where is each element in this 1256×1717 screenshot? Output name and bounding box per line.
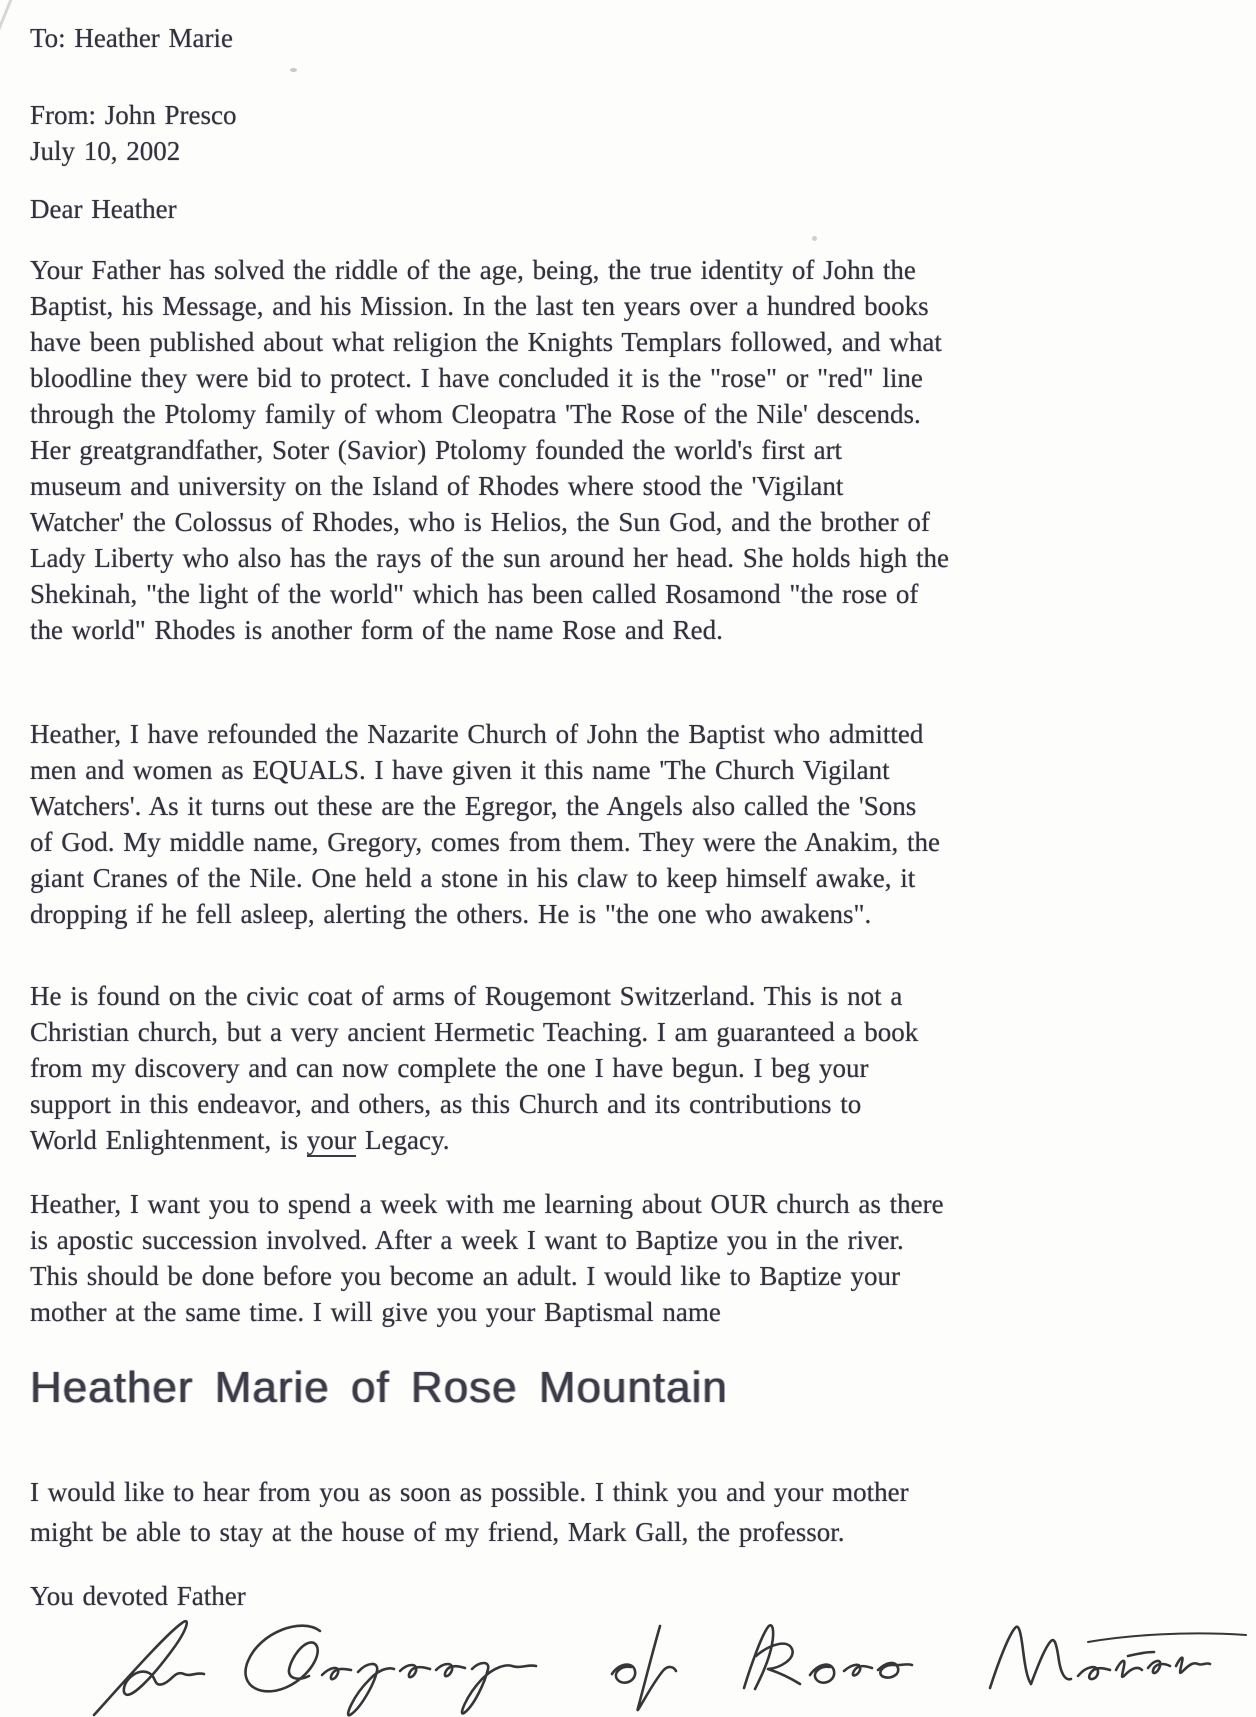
text-line: giant Cranes of the Nile. One held a stone in his claw to keep himself awake, it: [30, 863, 916, 893]
text-line: from my discovery and can now complete the one I have begun. I beg your: [30, 1053, 869, 1083]
signature-block: [88, 1618, 1248, 1717]
scan-artifact: [0, 0, 14, 41]
text-line: Heather, I want you to spend a week with me learning about OUR church as there: [30, 1189, 944, 1219]
baptismal-name-heading: Heather Marie of Rose Mountain: [30, 1363, 728, 1412]
date-line: July 10, 2002: [30, 136, 181, 166]
salutation: Dear Heather: [30, 194, 177, 224]
paragraph-1: [30, 252, 949, 648]
signature-ink: [88, 1618, 1248, 1717]
paragraph-5: [30, 1472, 909, 1552]
text-line: mother at the same time. I will give you your Baptismal name: [30, 1297, 721, 1327]
text-line: is apostic succession involved. After a week I want to Baptize you in the river.: [30, 1225, 904, 1255]
text-line: of God. My middle name, Gregory, comes from them. They were the Anakim, the: [30, 827, 941, 857]
text-line: bloodline they were bid to protect. I have concluded it is the "rose" or "red" line: [30, 363, 923, 393]
text-line: This should be done before you become an adult. I would like to Baptize your: [30, 1261, 901, 1291]
text-line: men and women as EQUALS. I have given it this name 'The Church Vigilant: [30, 755, 890, 785]
sender-line: From: John Presco: [30, 100, 237, 130]
text-segment: World Enlightenment, is: [30, 1125, 307, 1155]
text-line: Christian church, but a very ancient Hermetic Teaching. I am guaranteed a book: [30, 1017, 919, 1047]
text-line: Watchers'. As it turns out these are the Egregor, the Angels also called the 'Sons: [30, 791, 917, 821]
text-line: through the Ptolomy family of whom Cleopatra 'The Rose of the Nile' descends.: [30, 399, 921, 429]
text-line: museum and university on the Island of Rhodes where stood the 'Vigilant: [30, 471, 844, 501]
paragraph-4: [30, 1186, 944, 1330]
paragraph-3: [30, 978, 918, 1158]
text-line: Her greatgrandfather, Soter (Savior) Ptolomy founded the world's first art: [30, 435, 843, 465]
closing-line: You devoted Father: [30, 1581, 246, 1611]
text-line: have been published about what religion the Knights Templars followed, and what: [30, 327, 942, 357]
text-line: Heather, I have refounded the Nazarite Church of John the Baptist who admitted: [30, 719, 924, 749]
text-line: He is found on the civic coat of arms of Rougemont Switzerland. This is not a: [30, 981, 903, 1011]
text-line: I would like to hear from you as soon as possible. I think you and your mother: [30, 1477, 909, 1507]
underlined-word: your: [306, 1125, 357, 1155]
paragraph-2: [30, 716, 940, 932]
scan-artifact: [812, 236, 817, 241]
text-line: Shekinah, "the light of the world" which has been called Rosamond "the rose of: [30, 579, 919, 609]
text-line: Watcher' the Colossus of Rhodes, who is Helios, the Sun God, and the brother of: [30, 507, 930, 537]
text-line: support in this endeavor, and others, as this Church and its contributions to: [30, 1089, 862, 1119]
text-line: might be able to stay at the house of my friend, Mark Gall, the professor.: [30, 1517, 845, 1547]
recipient-line: To: Heather Marie: [30, 23, 234, 53]
text-line: the world" Rhodes is another form of the name Rose and Red.: [30, 615, 723, 645]
text-line: Baptist, his Message, and his Mission. In the last ten years over a hundred books: [30, 291, 929, 321]
text-line: dropping if he fell asleep, alerting the others. He is "the one who awakens".: [30, 899, 872, 929]
text-line: Lady Liberty who also has the rays of the sun around her head. She holds high the: [30, 543, 950, 573]
text-line: Your Father has solved the riddle of the age, being, the true identity of John the: [30, 255, 916, 285]
scan-artifact: [290, 68, 297, 72]
text-line: [30, 1122, 918, 1158]
text-segment: Legacy.: [356, 1125, 450, 1155]
